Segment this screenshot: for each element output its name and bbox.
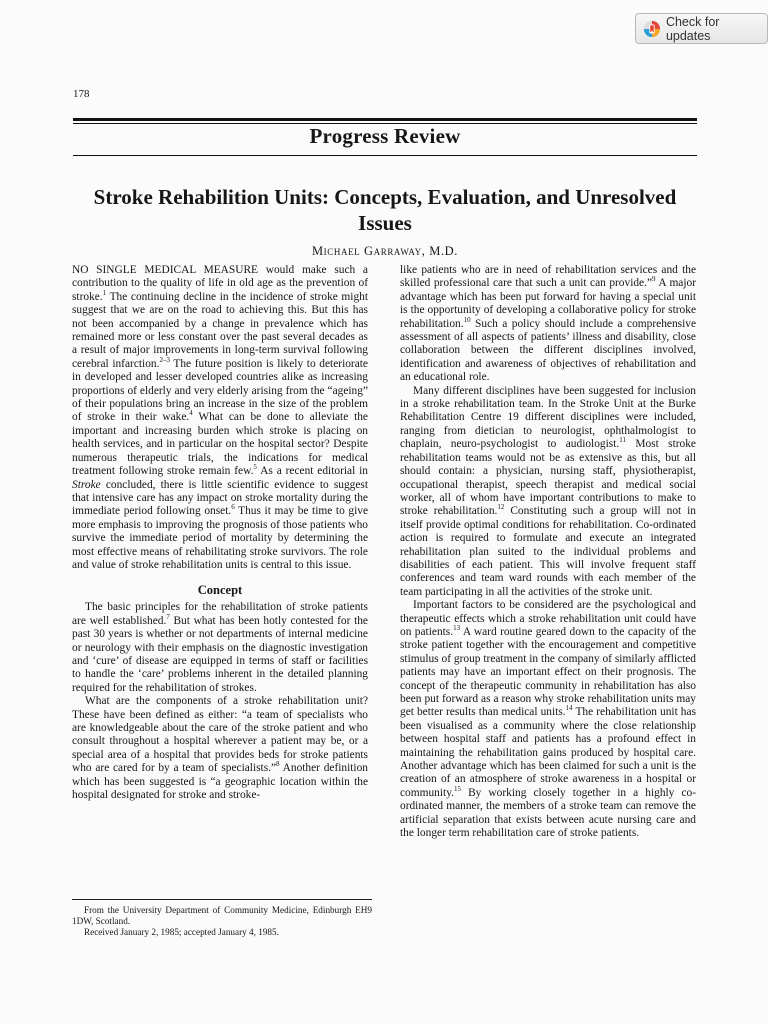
reference-marker: 6 xyxy=(231,503,235,512)
section-label: Progress Review xyxy=(309,124,461,148)
footnotes xyxy=(72,905,372,938)
journal-name: Stroke xyxy=(72,478,101,491)
section-rule xyxy=(73,155,697,156)
footnote-affiliation: From the University Department of Community Medicine, Edinburgh EH9 1DW, Scotland. xyxy=(72,905,372,926)
reference-marker: 12 xyxy=(497,503,505,512)
left-column xyxy=(72,264,368,802)
reference-marker: 9 xyxy=(652,275,656,284)
paragraph: What are the components of a stroke rehabilitation unit? These have been defined as either: “a team of specialists who are knowledgeable about the care of the stroke patient and who consult throughout a hospital wherever a patient may be, or a special area of a hospital that provides beds for stroke patients who are cared for by a team of specialists.”$^8$ Another definition which has been suggested is “a geographic location within the hospital designated for stroke and stroke- xyxy=(72,695,368,802)
reference-marker: 13 xyxy=(453,624,461,633)
paragraph: Many different disciplines have been suggested for inclusion in a stroke rehabilitation team. In the Stroke Unit at the Burke Rehabilitation Centre 19 different disciplines were included, ranging from dietician to neurologist, ophthalmologist to chaplain, neuro-psychologist to audiologist.$^{11}$ Most stroke rehabilitation teams would not be as extensive as this, but all should contain: a physician, nursing staff, physiotherapist, occupational therapist, speech therapist and medical social worker, all of whom have important contributions to make to stroke rehabilitation.$^{12}$ Constituting such a group will not in itself provide optimal conditions for rehabilitation. Co-ordinated action is required to formulate and execute an integrated rehabilitation plan suited to the individual problems and disabilities of each patient. This will involve frequent staff conferences and team ward rounds with each member of the team participating in all the activities of the stroke unit. xyxy=(400,384,696,598)
right-column xyxy=(400,264,696,840)
paragraph: The basic principles for the rehabilitation of stroke patients are well established.$^7$ But what has been hotly contested for the past 30 years is whether or not departments of internal medicine or neurology with their emphasis on the diagnostic investigation and ‘cure’ of disease are equipped in terms of staff or facilities to handle the ‘care’ problems inherent in the detailed planning required for the rehabilitation of strokes. xyxy=(72,601,368,694)
reference-marker: 14 xyxy=(565,704,573,713)
reference-marker: 2–3 xyxy=(159,356,170,365)
reference-marker: 4 xyxy=(189,409,193,418)
concept-heading: Concept xyxy=(197,583,243,598)
check-for-updates-button[interactable] xyxy=(635,13,768,44)
reference-marker: 8 xyxy=(276,760,280,769)
lead-words: NO SINGLE MEDICAL MEASURE xyxy=(72,264,259,276)
check-updates-label: Check for updates xyxy=(665,14,720,43)
header-rule-thick xyxy=(73,118,697,121)
footnote-rule xyxy=(72,899,372,900)
paragraph: Important factors to be considered are the psychological and therapeutic effects which a stroke rehabilitation unit could have on patients.$^{13}$ A ward routine geared down to the capacity of the stroke patient together with the encouragement and competitive stimulus of group treatment in the company of similarly afflicted patients may have an important effect on their prognosis. The concept of the therapeutic community in rehabilitation has also been put forward as a reason why stroke rehabilitation units may get better results than medical units.$^{14}$ The rehabilitation unit has been visualised as a community where the close relationship between hospital staff and patients has a profound effect in maintaining the rehabilitation gains produced by hospital care. Another advantage which has been claimed for such a unit is the creation of an atmosphere of stroke awareness in a hospital or community.$^{15}$ By working closely together in a highly co-ordinated manner, the members of a stroke team can remove the artificial separation that exists between acute nursing care and the longer term rehabilitation care of stroke patients. xyxy=(400,599,697,840)
reference-marker: 10 xyxy=(463,315,471,324)
reference-marker: 5 xyxy=(253,463,257,472)
reference-marker: 1 xyxy=(102,289,107,298)
article-title: Stroke Rehabilition Units: Concepts, Evaluation, and Unresolved Issues xyxy=(93,185,677,235)
paragraph: like patients who are in need of rehabilitation services and the skilled professional care that such a unit can provide.”$^9$ A major advantage which has been put forward for having a special unit is the opportunity of developing a collaborative policy for stroke rehabilitation.$^{10}$ Such a policy should include a comprehensive assessment of all aspects of patients’ illness and disability, close collaboration between the different disciplines involved, identification and awareness of objectives of rehabilitation and an educational role. xyxy=(400,264,697,384)
reference-marker: 7 xyxy=(166,612,170,621)
reference-marker: 11 xyxy=(619,436,626,445)
article-author: Michael Garraway, M.D. xyxy=(311,244,459,258)
reference-marker: 15 xyxy=(454,785,461,794)
page-number: 178 xyxy=(73,88,90,100)
paragraph: NO SINGLE MEDICAL MEASURE would make such a contribution to the quality of life in old age as the prevention of stroke.$^1$ The continuing decline in the incidence of stroke might suggest that we are on the road to achieving this. But this has not been accompanied by a change in prevalence which has remained more or less constant over the past several decades as a result of major improvements in long-term survival following cerebral infarction.$^{2-3}$ The future position is likely to deteriorate in developed and lesser developed countries alike as increasing proportions of elderly and very elderly arising from the “ageing” of their populations bring an increase in the size of the problem of stroke in their wake.$^4$ What can be done to alleviate the important and increasing burden which stroke is placing on health services, and in particular on the hospital sector? Despite numerous therapeutic trials, the indications for medical treatment following stroke remain few.$^5$ As a recent editorial in Stroke concluded, there is little scientific evidence to suggest that intensive care has any impact on stroke mortality during the immediate period following onset.$^6$ Thus it may be time to give more emphasis to improving the prognosis of those patients who survive the immediate period of mortality by determining the most effective means of rehabilitating stroke survivors. The role and value of stroke rehabilitation units is central to this issue. xyxy=(72,264,369,571)
crossmark-update-icon xyxy=(643,20,661,38)
footnote-received: Received January 2, 1985; accepted January 4, 1985. xyxy=(84,927,279,937)
